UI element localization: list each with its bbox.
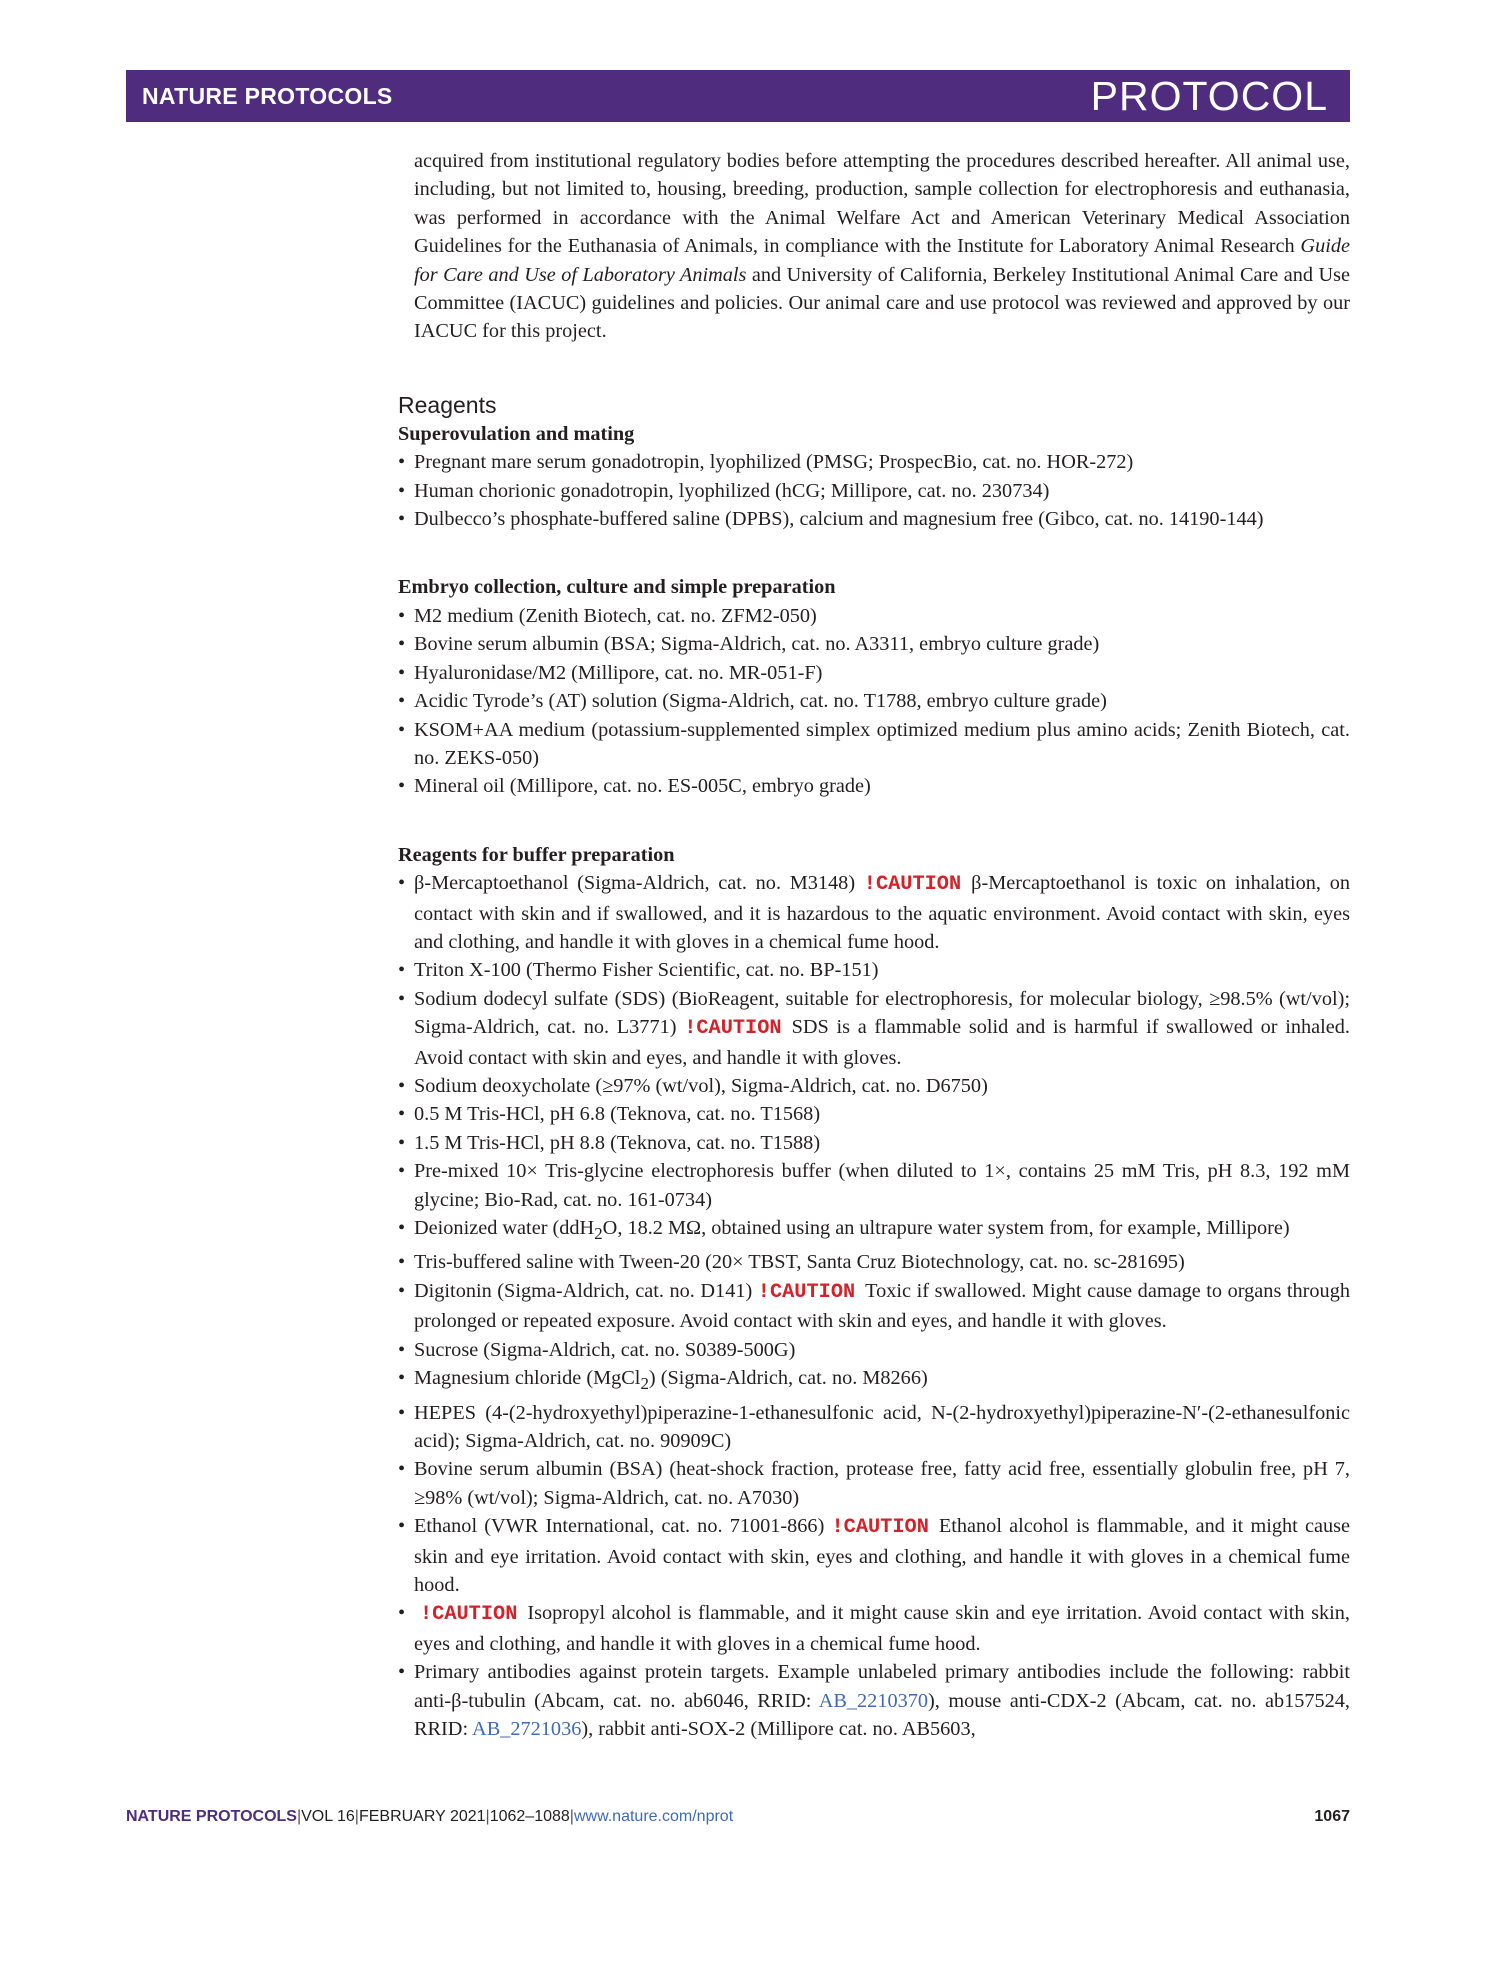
reagents-heading: Reagents: [398, 391, 497, 418]
list-item: • Mineral oil (Millipore, cat. no. ES-005C, embryo grade): [398, 775, 871, 798]
footer-url-link[interactable]: www.nature.com/nprot: [573, 1808, 734, 1825]
list-item: • Sodium dodecyl sulfate (SDS) (BioReagent, suitable for electrophoresis, for molecular biology, ≥98.5% (wt/vol); Sigma-Aldrich, cat. no. L3771) !CAUTION SDS is a flammable solid and is harmful if swallowed or inhaled. Avoid contact with skin and eyes, and handle it with gloves.: [398, 987, 1350, 1069]
caution-label: !CAUTION: [420, 1603, 518, 1627]
footer-volume: VOL 16: [301, 1808, 355, 1825]
list-item: • Digitonin (Sigma-Aldrich, cat. no. D141) !CAUTION Toxic if swallowed. Might cause damage to organs through prolonged or repeated exposure. Avoid contact with skin and eyes, and handle it with gloves.: [398, 1279, 1350, 1333]
list-item: • Sucrose (Sigma-Aldrich, cat. no. S0389-500G): [398, 1338, 796, 1361]
superovulation-heading: Superovulation and mating: [398, 422, 635, 445]
list-item: • Dulbecco’s phosphate-buffered saline (DPBS), calcium and magnesium free (Gibco, cat. no. 14190-144): [398, 508, 1264, 531]
embryo-list: [398, 602, 1350, 801]
caution-label: !CAUTION: [831, 1516, 929, 1540]
caution-label: !CAUTION: [684, 1017, 782, 1041]
list-item: • KSOM+AA medium (potassium-supplemented simplex optimized medium plus amino acids; Zenith Biotech, cat. no. ZEKS-050): [398, 718, 1350, 769]
list-item: • Bovine serum albumin (BSA) (heat-shock fraction, protease free, fatty acid free, essentially globulin free, pH 7, ≥98% (wt/vol); Sigma-Aldrich, cat. no. A7030): [398, 1458, 1350, 1509]
intro-text-1: acquired from institutional regulatory bodies before attempting the procedures described hereafter. All animal use, including, but not limited to, housing, breeding, production, sample collection for electrophoresis and euthanasia, was performed in accordance with the Animal Welfare Act and American Veterinary Medical Association Guidelines for the Euthanasia of Animals, in compliance with the Institute for Laboratory Animal Research: [414, 150, 1350, 258]
list-item: • Sodium deoxycholate (≥97% (wt/vol), Sigma-Aldrich, cat. no. D6750): [398, 1074, 988, 1097]
caution-label: !CAUTION: [757, 1280, 856, 1304]
list-item: • Bovine serum albumin (BSA; Sigma-Aldrich, cat. no. A3311, embryo culture grade): [398, 633, 1100, 656]
page-number: 1067: [1314, 1808, 1350, 1825]
list-item: • Human chorionic gonadotropin, lyophilized (hCG; Millipore, cat. no. 230734): [398, 479, 1050, 502]
list-item: • Pregnant mare serum gonadotropin, lyophilized (PMSG; ProspecBio, cat. no. HOR-272): [398, 451, 1134, 474]
list-item: • Magnesium chloride (MgCl$_2$) (Sigma-Aldrich, cat. no. M8266): [398, 1367, 928, 1394]
list-item: • Triton X-100 (Thermo Fisher Scientific, cat. no. BP-151): [398, 959, 879, 982]
list-item: • β-Mercaptoethanol (Sigma-Aldrich, cat. no. M3148) !CAUTION β-Mercaptoethanol is toxic on inhalation, on contact with skin and if swallowed, and it is hazardous to the aquatic environment. Avoid contact with skin, eyes and clothing, and handle it with gloves in a chemical fume hood.: [398, 872, 1350, 953]
footer-date: FEBRUARY 2021: [358, 1808, 486, 1825]
list-item: • 1.5 M Tris-HCl, pH 8.8 (Teknova, cat. no. T1588): [398, 1131, 821, 1154]
intro-text-2: and University of California, Berkeley Institutional Animal Care and Use Committee (IACUC) guidelines and policies. Our animal care and use protocol was reviewed and approved by our IACUC for this project.: [414, 263, 1350, 343]
running-footer: [126, 1808, 1350, 1826]
rrid-link[interactable]: AB_2210370: [818, 1689, 929, 1712]
footer-citation: NATURE PROTOCOLS|VOL 16|FEBRUARY 2021|1062–1088|www.nature.com/nprot: [126, 1808, 734, 1825]
list-item: • Ethanol (VWR International, cat. no. 71001-866) !CAUTION Ethanol alcohol is flammable, and it might cause skin and eye irritation. Avoid contact with skin, eyes and clothing, and handle it with gloves in a chemical fume hood.: [398, 1515, 1351, 1596]
superovulation-list: [398, 448, 1350, 533]
page-body: [398, 147, 1350, 1743]
intro-paragraph: [414, 147, 1350, 346]
list-item: • Acidic Tyrode’s (AT) solution (Sigma-Aldrich, cat. no. T1788, embryo culture grade): [398, 690, 1107, 713]
list-item: • Primary antibodies against protein targets. Example unlabeled primary antibodies include the following: rabbit anti-β-tubulin (Abcam, cat. no. ab6046, RRID: AB_2210370), mouse anti-CDX-2 (Abcam, cat. no. ab157524, RRID: AB_2721036), rabbit anti-SOX-2 (Millipore cat. no. AB5603,: [398, 1661, 1350, 1740]
buffer-heading: Reagents for buffer preparation: [398, 843, 675, 866]
journal-name: NATURE PROTOCOLS: [142, 82, 393, 109]
list-item: • Pre-mixed 10× Tris-glycine electrophoresis buffer (when diluted to 1×, contains 25 mM Tris, pH 8.3, 192 mM glycine; Bio-Rad, cat. no. 161-0734): [398, 1160, 1350, 1211]
footer-pages: 1062–1088: [489, 1808, 570, 1825]
list-item: • Deionized water (ddH$_2$O, 18.2 MΩ, obtained using an ultrapure water system from, for example, Millipore): [398, 1217, 1290, 1244]
footer-journal: NATURE PROTOCOLS: [126, 1808, 297, 1825]
list-item: • HEPES (4-(2-hydroxyethyl)piperazine-1-ethanesulfonic acid, N-(2-hydroxyethyl)piperazine-N′-(2-ethanesulfonic acid); Sigma-Aldrich, cat. no. 90909C): [398, 1401, 1350, 1452]
list-item: • M2 medium (Zenith Biotech, cat. no. ZFM2-050): [398, 604, 817, 627]
list-item: • Hyaluronidase/M2 (Millipore, cat. no. MR-051-F): [398, 661, 823, 684]
caution-label: !CAUTION: [863, 873, 962, 897]
list-item: • Tris-buffered saline with Tween-20 (20× TBST, Santa Cruz Biotechnology, cat. no. sc-281695): [398, 1251, 1185, 1274]
list-item: • !CAUTION Isopropyl alcohol is flammable, and it might cause skin and eye irritation. Avoid contact with skin, eyes and clothing, and handle it with gloves in a chemical fume hood.: [398, 1602, 1350, 1655]
embryo-heading: Embryo collection, culture and simple preparation: [398, 576, 836, 599]
intro-italic-title: Guide for Care and Use of Laboratory Animals: [414, 235, 1350, 286]
running-header: [126, 70, 1350, 122]
rrid-link[interactable]: AB_2721036: [472, 1718, 582, 1740]
list-item: • 0.5 M Tris-HCl, pH 6.8 (Teknova, cat. no. T1568): [398, 1103, 821, 1126]
article-type: PROTOCOL: [1090, 72, 1328, 119]
buffer-list: [398, 869, 1350, 1743]
